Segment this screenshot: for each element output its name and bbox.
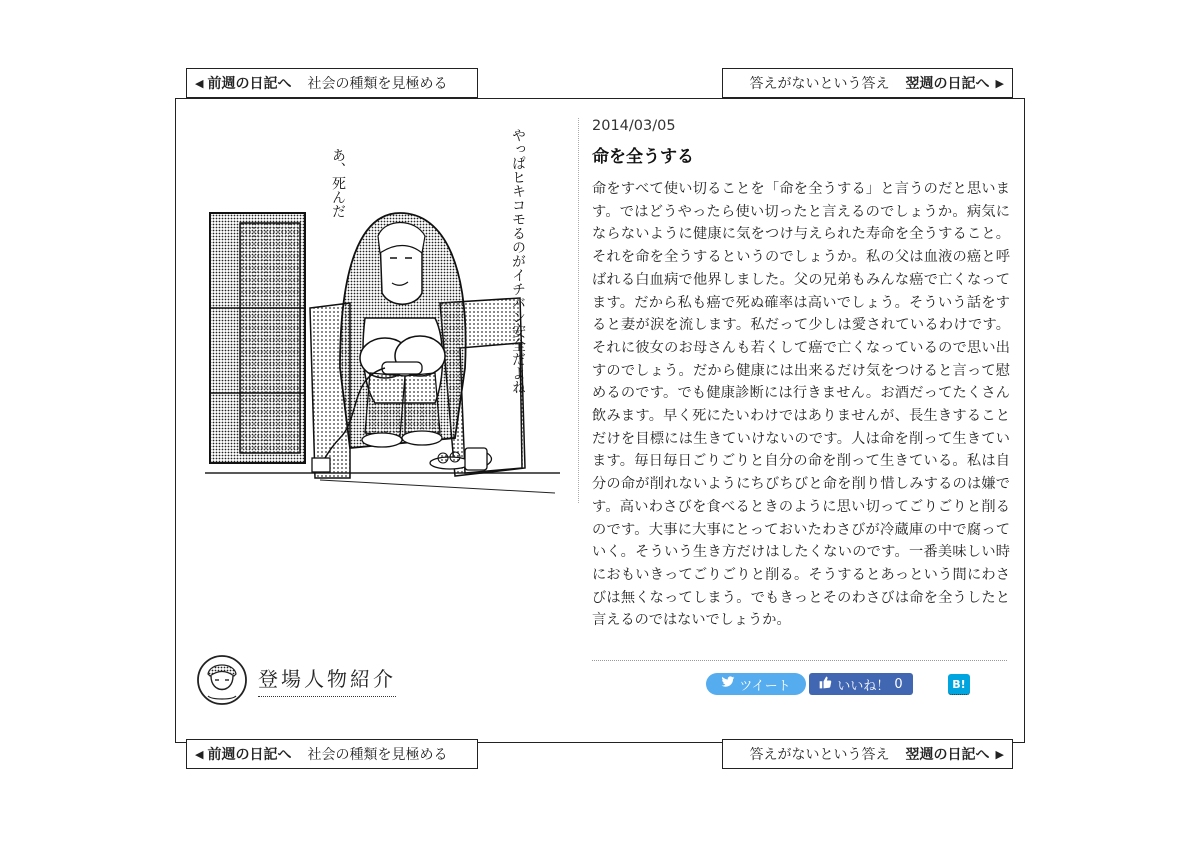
prev-week-label: 前週の日記へ <box>207 747 292 763</box>
entry-body: 命をすべて使い切ることを「命を全うする」と言うのだと思います。ではどうやったら使い切ったと言えるのでしょうか。病気にならないように健康に気をつけ与えられた寿命を全うすること。それを命を全うするというのでしょうか。私の父は血液の癌と呼ばれる白血病で他界しました。父の兄弟もみんな癌で亡くなってます。だから私も癌で死ぬ確率は高いでしょう。そういう話をすると妻が涙を流します。私だって少しは愛されているわけです。それに彼女のお母さんも若くして癌で亡くなっているので思い出すのでしょう。だから健康には出来るだけ気をつけると言って慰めるのです。でも健康診断には行きません。お酒だってたくさん飲みます。早く死にたいわけではありませんが、長生きすることだけを目標には生きていけないのです。人は命を削って生きています。毎日毎日ごりごりと自分の命を削って生きている。私は自分の命が削れないようにちびちびと命を削り惜しみするのは嫌です。高いわさびを食べるときのように思い切ってごりごりと削るのです。大事に大事にとっておいたわさびが冷蔵庫の中で腐っていく。そういう生き方だけはしたくないのです。一番美味しい時におもいきってごりごりと削る。そうするとあっという間にわさびは無くなってしまう。でもきっとそのわさびは命を全うしたと言えるのではないでしょうか。 <box>592 181 1010 629</box>
prev-week-title: 社会の種類を見極める <box>307 76 448 92</box>
character-face-icon <box>196 654 248 706</box>
column-divider <box>578 118 579 503</box>
facebook-like-button[interactable] <box>809 673 913 695</box>
left-arrow-icon: ◀ <box>195 76 204 90</box>
left-arrow-icon: ◀ <box>195 747 204 761</box>
like-label: いいね！ <box>837 678 890 694</box>
next-week-label: 翌週の日記へ <box>905 76 990 92</box>
entry-date: 2014/03/05 <box>592 118 676 134</box>
next-week-title: 答えがないという答え <box>749 747 890 763</box>
speech-right: やっぱヒキコモるのがイチバン安全だよね <box>510 128 526 394</box>
thumbs-up-icon <box>819 676 832 693</box>
hatena-bookmark-button[interactable] <box>948 674 970 695</box>
character-intro-link[interactable] <box>196 654 396 706</box>
prev-week-label: 前週の日記へ <box>207 76 292 92</box>
next-week-title: 答えがないという答え <box>749 76 890 92</box>
speech-left: あ、死んだ <box>330 148 346 218</box>
next-week-label: 翌週の日記へ <box>905 747 990 763</box>
prev-week-title: 社会の種類を見極める <box>307 747 448 763</box>
prev-week-nav-bottom[interactable] <box>186 739 478 769</box>
hatena-label: B! <box>952 677 966 691</box>
tweet-label: ツイート <box>739 678 791 694</box>
comic-illustration <box>200 118 570 508</box>
character-intro-label: 登場人物紹介 <box>258 663 396 697</box>
twitter-bird-icon <box>721 676 735 692</box>
next-week-nav-bottom[interactable] <box>722 739 1013 769</box>
like-count: 0 <box>894 676 903 692</box>
next-week-nav-top[interactable] <box>722 68 1013 98</box>
right-arrow-icon: ▶ <box>995 76 1004 90</box>
prev-week-nav-top[interactable] <box>186 68 478 98</box>
tweet-button[interactable] <box>706 673 806 695</box>
divider <box>592 660 1007 661</box>
entry-title: 命を全うする <box>592 147 694 167</box>
right-arrow-icon: ▶ <box>995 747 1004 761</box>
